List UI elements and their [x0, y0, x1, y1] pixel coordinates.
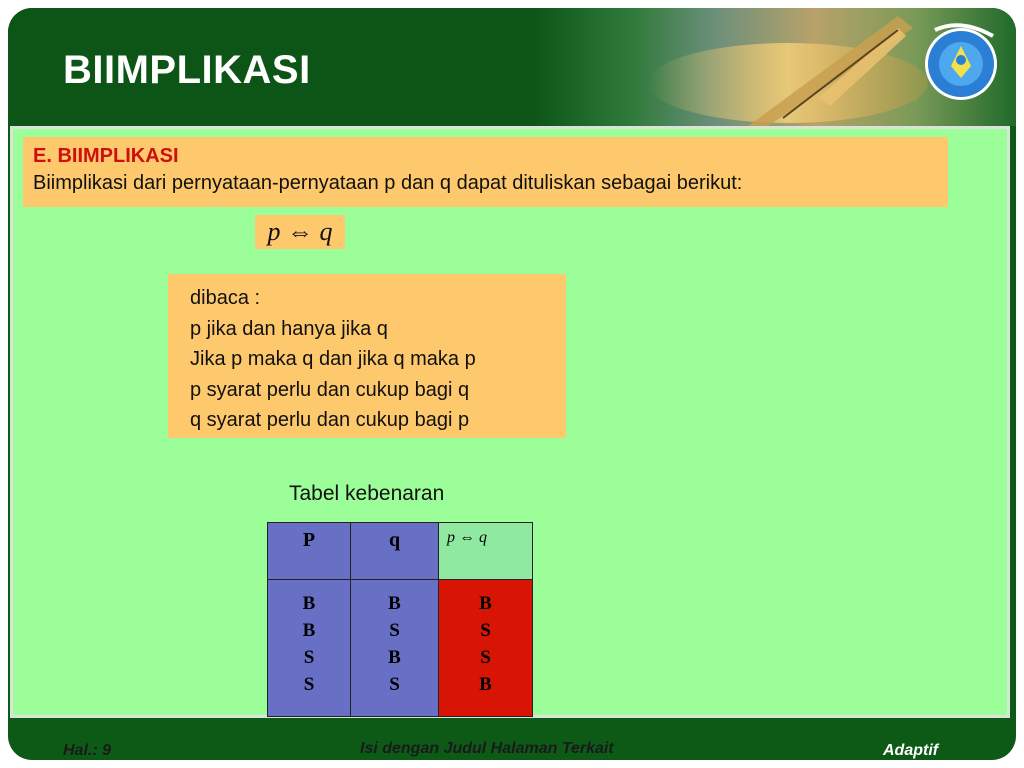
truth-table-column-q: [351, 580, 439, 717]
truth-value: S: [480, 647, 491, 668]
truth-table-values-row: [268, 580, 533, 717]
definition-box: [23, 137, 948, 207]
truth-value: S: [389, 674, 400, 695]
footer-title: Isi dengan Judul Halaman Terkait: [360, 740, 614, 757]
page-title: BIIMPLIKASI: [63, 48, 311, 92]
reading-box: [168, 274, 566, 438]
truth-table: [267, 522, 533, 717]
truth-value: B: [388, 647, 401, 668]
tut-wuri-handayani-logo: [923, 20, 999, 108]
truth-table-header-row: [268, 523, 533, 580]
biimplication-formula: p ⇔ q: [255, 215, 345, 249]
truth-value: B: [302, 593, 316, 614]
definition-text: Biimplikasi dari pernyataan-pernyataan p dan q dapat dituliskan sebagai berikut:: [33, 172, 743, 194]
truth-value: B: [479, 593, 492, 614]
reading-line: Jika p maka q dan jika q maka p: [190, 348, 476, 370]
slide-frame: [8, 8, 1016, 760]
truth-table-column-biimplication: [439, 580, 533, 717]
footer-label: Adaptif: [883, 742, 939, 759]
truth-table-header-p: P: [268, 523, 351, 580]
reading-line: q syarat perlu dan cukup bagi p: [190, 409, 470, 431]
truth-value: S: [303, 647, 315, 668]
footer-band: [8, 718, 1016, 760]
fountain-pen-decoration: [568, 8, 928, 126]
truth-table-header-biimplication: p ⇔ q: [439, 523, 533, 580]
truth-value: S: [389, 620, 400, 641]
page-number: Hal.: 9: [63, 742, 112, 759]
content-panel: [10, 126, 1010, 718]
truth-value: B: [388, 593, 401, 614]
definition-heading: E. BIIMPLIKASI: [33, 145, 179, 167]
truth-value: B: [479, 674, 492, 695]
truth-table-column-p: [268, 580, 351, 717]
truth-value: B: [302, 620, 316, 641]
reading-line: dibaca :: [190, 287, 261, 309]
truth-table-header-q: q: [351, 523, 439, 580]
truth-value: S: [303, 674, 315, 695]
reading-line: p jika dan hanya jika q: [190, 317, 388, 340]
reading-line: p syarat perlu dan cukup bagi q: [190, 378, 470, 401]
header-band: [8, 8, 1016, 126]
truth-table-caption: Tabel kebenaran: [289, 482, 445, 505]
truth-value: S: [480, 620, 491, 641]
